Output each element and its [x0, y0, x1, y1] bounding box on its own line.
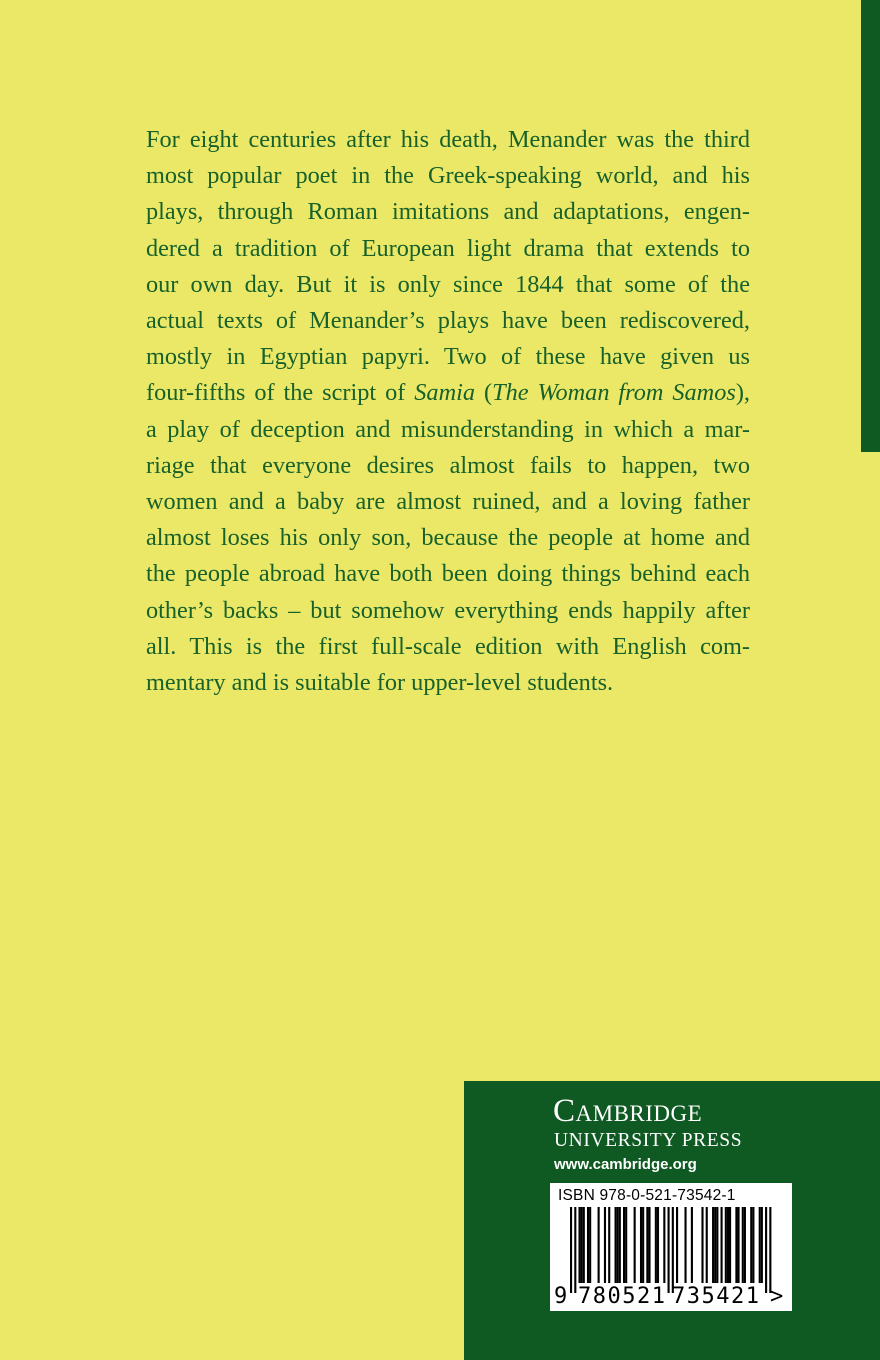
- barcode-bar: [735, 1207, 737, 1283]
- barcode-bar: [684, 1207, 686, 1283]
- blurb-line: all. This is the first full-scale edition with English com-: [146, 632, 750, 660]
- isbn-label: ISBN 978-0-521-73542-1: [558, 1187, 736, 1204]
- barcode-bar: [721, 1207, 723, 1283]
- barcode-bar: [655, 1207, 657, 1283]
- barcode-guard: >: [770, 1284, 784, 1309]
- blurb-text: [146, 122, 750, 701]
- barcode-bar: [615, 1207, 617, 1283]
- barcode-bar: [716, 1207, 718, 1283]
- blurb-line: dered a tradition of European light drama that extends to: [146, 234, 750, 262]
- barcode-bar: [663, 1207, 665, 1283]
- blurb-line: mentary and is suitable for upper-level students.: [146, 669, 614, 697]
- barcode-bar: [729, 1207, 731, 1283]
- barcode-first-digit: 9: [554, 1284, 568, 1309]
- barcode-left-digits: 780521: [578, 1284, 667, 1309]
- barcode-bar: [657, 1207, 659, 1283]
- paren-open: (: [475, 379, 493, 407]
- barcode-bar: [648, 1207, 650, 1283]
- barcode-bar: [608, 1207, 610, 1283]
- barcode-bar: [752, 1207, 754, 1283]
- barcode-bar: [574, 1207, 576, 1293]
- barcode-bar: [583, 1207, 585, 1283]
- blurb-line: other’s backs – but somehow everything ends happily after: [146, 596, 750, 624]
- barcode-bar: [706, 1207, 708, 1283]
- barcode-bar: [744, 1207, 746, 1283]
- blurb-line: a play of deception and misunderstanding in which a mar-: [146, 415, 750, 443]
- barcode-bar: [742, 1207, 744, 1283]
- barcode-bar: [604, 1207, 606, 1283]
- barcode-bar: [578, 1207, 580, 1283]
- blurb-text-before-title: four-fifths of the script of: [146, 379, 415, 407]
- blurb-line-title: [146, 375, 750, 411]
- barcode-bar: [587, 1207, 589, 1283]
- barcode-bar: [589, 1207, 591, 1283]
- publisher-subtitle: UNIVERSITY PRESS: [554, 1130, 743, 1151]
- barcode-bar: [623, 1207, 625, 1283]
- barcode-bar: [714, 1207, 716, 1283]
- barcode-bar: [750, 1207, 752, 1283]
- barcode-bar: [646, 1207, 648, 1283]
- blurb-line: For eight centuries after his death, Menander was the third: [146, 126, 750, 153]
- barcode-bar: [765, 1207, 767, 1293]
- barcode-bar: [634, 1207, 636, 1283]
- barcode-bar: [625, 1207, 627, 1283]
- barcode-bar: [617, 1207, 619, 1283]
- blurb-line: mostly in Egyptian papyri. Two of these have given us: [146, 343, 750, 371]
- barcode-bar: [701, 1207, 703, 1283]
- barcode-bar: [725, 1207, 727, 1283]
- paren-close: ),: [735, 379, 750, 407]
- barcode-bar: [727, 1207, 729, 1283]
- barcode-bar: [598, 1207, 600, 1283]
- blurb-line: the people abroad have both been doing things behind each: [146, 560, 750, 588]
- spine-strip: [861, 0, 880, 452]
- blurb-line: almost loses his only son, because the people at home and: [146, 524, 750, 552]
- publisher-panel: [464, 1081, 880, 1360]
- barcode-bar: [570, 1207, 572, 1293]
- book-title: Samia: [414, 379, 476, 407]
- barcode-right-digits: 735421: [672, 1284, 761, 1309]
- blurb-line: riage that everyone desires almost fails to happen, two: [146, 451, 750, 479]
- blurb-line: women and a baby are almost ruined, and a loving father: [146, 488, 750, 516]
- blurb-line: most popular poet in the Greek-speaking world, and his: [146, 162, 750, 190]
- barcode-bar: [676, 1207, 678, 1283]
- barcode-bar: [640, 1207, 642, 1283]
- blurb-line: plays, through Roman imitations and adaptations, engen-: [146, 198, 750, 226]
- barcode-bar: [668, 1207, 670, 1293]
- barcode-bar: [691, 1207, 693, 1283]
- book-subtitle: The Woman from Samos: [492, 379, 736, 407]
- barcode-bar: [712, 1207, 714, 1283]
- publisher-url: www.cambridge.org: [554, 1156, 697, 1173]
- publisher-name: Cambridge: [553, 1093, 703, 1129]
- barcode-bar: [761, 1207, 763, 1283]
- barcode-bar: [642, 1207, 644, 1283]
- barcode-bar: [737, 1207, 739, 1283]
- barcode: [550, 1183, 792, 1311]
- blurb-line: our own day. But it is only since 1844 that some of the: [146, 270, 750, 298]
- barcode-bar: [619, 1207, 621, 1283]
- barcode-bar: [672, 1207, 674, 1293]
- barcode-bar: [581, 1207, 583, 1283]
- barcode-bar: [759, 1207, 761, 1283]
- barcode-bar: [769, 1207, 771, 1293]
- blurb-line: actual texts of Menander’s plays have been rediscovered,: [146, 307, 750, 335]
